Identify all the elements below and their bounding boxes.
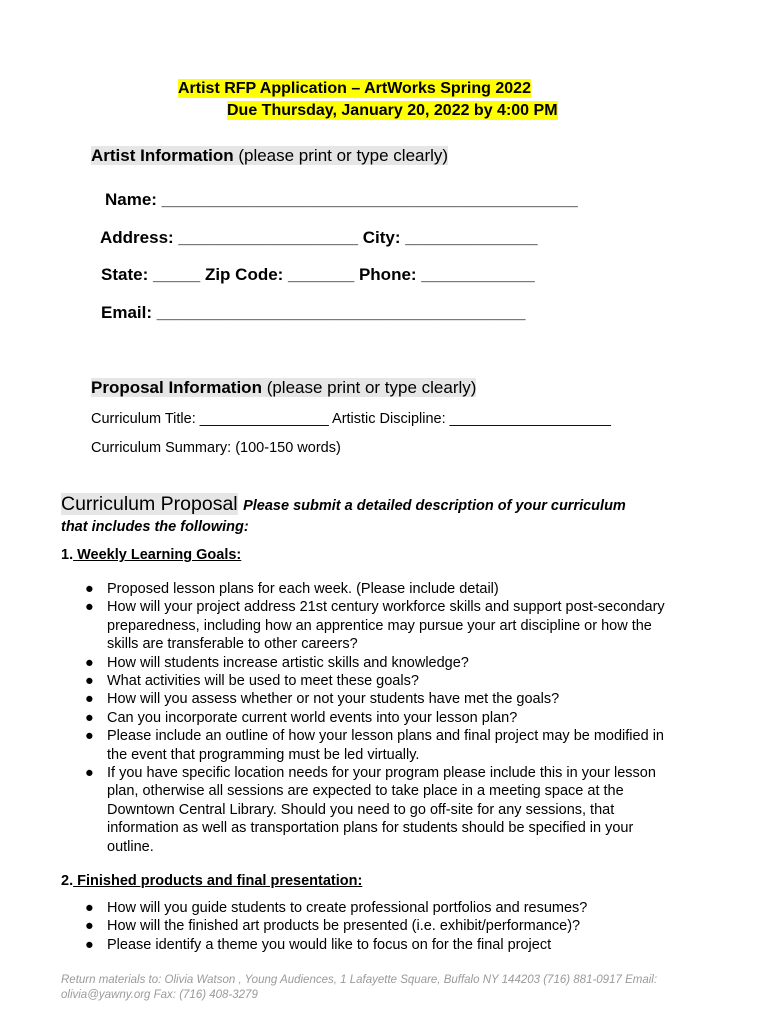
footer	[61, 973, 657, 1003]
list-item: ● How will you assess whether or not your students have met the goals?	[85, 691, 560, 708]
list-item: ● What activities will be used to meet these goals?	[85, 673, 419, 690]
list-item: ● Please identify a theme you would like to focus on for the final project	[85, 936, 552, 953]
bullet-icon: ●	[85, 709, 94, 726]
bullet-icon: ●	[85, 936, 94, 953]
curriculum-proposal-heading: Curriculum Proposal	[61, 493, 238, 515]
section-1-title: Weekly Learning Goals:	[73, 547, 242, 563]
section-1-list	[81, 580, 681, 856]
proposal-info-heading-row	[91, 377, 476, 398]
artist-info-heading-row	[91, 145, 448, 166]
curriculum-instructions-cont: that includes the following:	[61, 519, 249, 535]
bullet-icon: ●	[85, 728, 94, 745]
curriculum-instructions: Please submit a detailed description of your curriculum	[243, 498, 626, 514]
address-city-field[interactable]: Address: ___________________ City: ______________	[100, 228, 538, 247]
footer-line-1: Return materials to: Olivia Watson , Young Audiences, 1 Lafayette Square, Buffalo NY 144203 (716) 881-0917 Email:	[61, 974, 658, 986]
section-2-number: 2.	[61, 873, 74, 889]
document-title: Artist RFP Application – ArtWorks Spring 2022	[178, 80, 531, 97]
proposal-info-heading: Proposal Information	[91, 378, 262, 397]
bullet-icon: ●	[85, 673, 94, 690]
list-item: ● How will you guide students to create professional portfolios and resumes?	[85, 900, 588, 916]
list-item: ● How will the finished art products be presented (i.e. exhibit/performance)?	[85, 918, 581, 935]
section-1-number: 1.	[61, 547, 74, 563]
state-zip-phone-field[interactable]: State: _____ Zip Code: _______ Phone: ____________	[101, 265, 535, 284]
list-item: ● Can you incorporate current world events into your lesson plan?	[85, 709, 518, 726]
artist-info-heading: Artist Information	[91, 146, 234, 165]
name-field[interactable]: Name: ____________________________________________	[105, 190, 578, 209]
section-2-title: Finished products and final presentation:	[73, 873, 363, 889]
bullet-icon: ●	[85, 765, 94, 782]
section-2-heading	[61, 872, 362, 890]
bullet-icon: ●	[85, 599, 94, 616]
list-item: ● Please include an outline of how your lesson plans and final project may be modified in the event that programming must be led virtually.	[85, 728, 664, 763]
curriculum-proposal-row	[61, 492, 626, 519]
section-2-list	[81, 899, 681, 954]
due-date: Due Thursday, January 20, 2022 by 4:00 PM	[227, 102, 558, 119]
footer-line-2: olivia@yawny.org Fax: (716) 408-3279	[61, 989, 258, 1001]
curriculum-summary-label: Curriculum Summary: (100-150 words)	[91, 440, 341, 456]
curriculum-title-field[interactable]: Curriculum Title: ________________ Artistic Discipline: ____________________	[91, 411, 611, 427]
section-1-heading	[61, 546, 241, 564]
proposal-info-note: (please print or type clearly)	[261, 378, 477, 397]
bullet-icon: ●	[85, 691, 94, 708]
email-field[interactable]: Email: _______________________________________	[101, 303, 526, 322]
list-item: ● If you have specific location needs for your program please include this in your lesson plan, otherwise all sessions are expected to take place in a meeting space at the Downtown Central Library. Should you need to go off-site for any sessions, that information as well as transportation plans for students should be specified in your outline.	[85, 765, 656, 855]
artist-info-note: (please print or type clearly)	[233, 146, 449, 165]
bullet-icon: ●	[85, 581, 94, 597]
list-item: ● How will your project address 21st century workforce skills and support post-secondary preparedness, including how an apprentice may pursue your art discipline or how the skills are transferable to other careers?	[85, 599, 665, 653]
bullet-icon: ●	[85, 654, 94, 671]
bullet-icon: ●	[85, 918, 94, 935]
list-item: ● How will students increase artistic skills and knowledge?	[85, 654, 469, 671]
list-item: ● Proposed lesson plans for each week. (Please include detail)	[85, 581, 499, 597]
bullet-icon: ●	[85, 900, 94, 916]
